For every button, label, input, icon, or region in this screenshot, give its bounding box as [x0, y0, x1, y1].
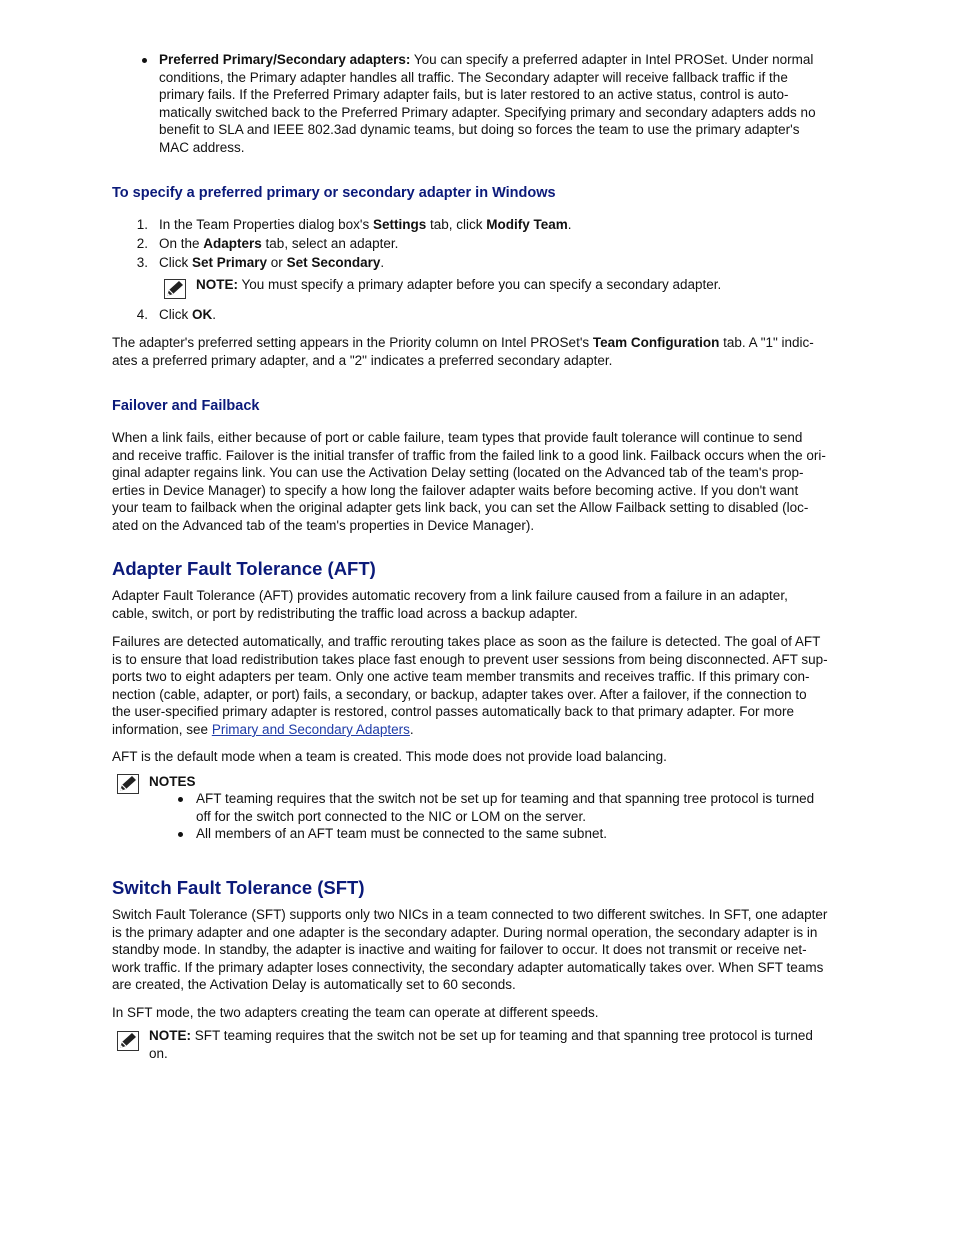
aft-paragraph-1: Adapter Fault Tolerance (AFT) provides automatic recovery from a link failure caused from a failure in an adapter, cable, switch, or port by redistributing the traffic load across a backup adapter. [112, 588, 788, 621]
step-number: 4. [136, 307, 148, 322]
bullet-label: Preferred Primary/Secondary adapters: [159, 52, 411, 67]
priority-paragraph: The adapter's preferred setting appears in the Priority column on Intel PROSet's Team Configuration tab. A "1" indic- ates a preferred primary adapter, and a "2" indicates a preferred secondary adapter. [112, 335, 814, 368]
aft-heading: Adapter Fault Tolerance (AFT) [112, 558, 376, 579]
step-4: Click OK. [159, 307, 217, 322]
sft-paragraph-2: In SFT mode, the two adapters creating the team can operate at different speeds. [112, 1005, 599, 1020]
notes-label: NOTES [149, 774, 196, 789]
step-number: 1. [136, 217, 148, 232]
failover-paragraph: When a link fails, either because of port or cable failure, team types that provide fault tolerance will continue to send and receive traffic. Failover is the initial transfer of traffic from the failed link to a good link. Failback occurs when the ori- ginal adapter regains link. You can use the Activation Delay setting (located on the Advanced tab of the team's prop- erties in Device Manager) to specify a how long the failover adapter waits before becoming active. If you don't want your team to failback when the original adapter gets link back, you can set the Allow Failback setting to disabled (loc- ated on the Advanced tab of the team's properties in Device Manager). [112, 430, 826, 533]
primary-secondary-adapters-link[interactable]: Primary and Secondary Adapters [211, 721, 410, 737]
aft-paragraph-2: Failures are detected automatically, and traffic rerouting takes place as soon as the failure is detected. The goal of AFT is to ensure that load redistribution takes place fast enough to prevent user sessions from being disconnected. AFT sup- ports two to eight adapters per team. Only one active team member transmits and receives traffic. If this primary con- nection (cable, adapter, or port) fails, a secondary, or backup, adapter takes over. After a failover, if the connection to the user-specified primary adapter is restored, control passes automatically back to that primary adapter. For more information, see Primary and Secondary Adapters. [112, 634, 828, 737]
sft-heading: Switch Fault Tolerance (SFT) [112, 877, 365, 898]
bullet-dot [178, 832, 183, 837]
sft-note: NOTE: SFT teaming requires that the switch not be set up for teaming and that spanning tree protocol is turned on. [149, 1028, 813, 1061]
step-number: 3. [136, 255, 148, 270]
windows-procedure-heading: To specify a preferred primary or secondary adapter in Windows [112, 185, 556, 201]
step-1: In the Team Properties dialog box's Settings tab, click Modify Team. [159, 217, 572, 232]
sft-note-pencil-icon [117, 1031, 139, 1051]
bullet-dot [178, 797, 183, 802]
step-number: 2. [136, 236, 148, 251]
note-pencil-icon [164, 279, 186, 299]
aft-note-2: All members of an AFT team must be connected to the same subnet. [196, 826, 607, 841]
step-3: Click Set Primary or Set Secondary. [159, 255, 385, 270]
notes-pencil-icon [117, 774, 139, 794]
failover-heading: Failover and Failback [112, 398, 260, 414]
preferred-adapters-bullet: Preferred Primary/Secondary adapters: You can specify a preferred adapter in Intel PROSet. Under normal conditions, the Primary adapter handles all traffic. The Secondary adapter will receive fallback traffic if the primary fails. If the Preferred Primary adapter fails, but is later restored to an active status, control is auto- matically switched back to the Preferred Primary adapter. Specifying primary and secondary adapters adds no benefit to SLA and IEEE 802.3ad dynamic teams, but doing so forces the team to use the primary adapter's MAC address. [159, 52, 816, 155]
sft-paragraph-1: Switch Fault Tolerance (SFT) supports only two NICs in a team connected to two different switches. In SFT, one adapter is the primary adapter and one adapter is the secondary adapter. During normal operation, the secondary adapter is in standby mode. In standby, the adapter is inactive and waiting for failover to occur. It does not transmit or receive net- work traffic. If the primary adapter loses connectivity, the secondary adapter automatically takes over. When SFT teams are created, the Activation Delay is automatically set to 60 seconds. [112, 907, 828, 993]
bullet-dot [142, 58, 147, 63]
aft-note-1: AFT teaming requires that the switch not be set up for teaming and that spanning tree protocol is turned off for the switch port connected to the NIC or LOM on the server. [196, 791, 815, 824]
primary-first-note: NOTE: You must specify a primary adapter before you can specify a secondary adapter. [196, 277, 722, 292]
step-2: On the Adapters tab, select an adapter. [159, 236, 399, 251]
aft-paragraph-3: AFT is the default mode when a team is created. This mode does not provide load balancing. [112, 749, 667, 764]
